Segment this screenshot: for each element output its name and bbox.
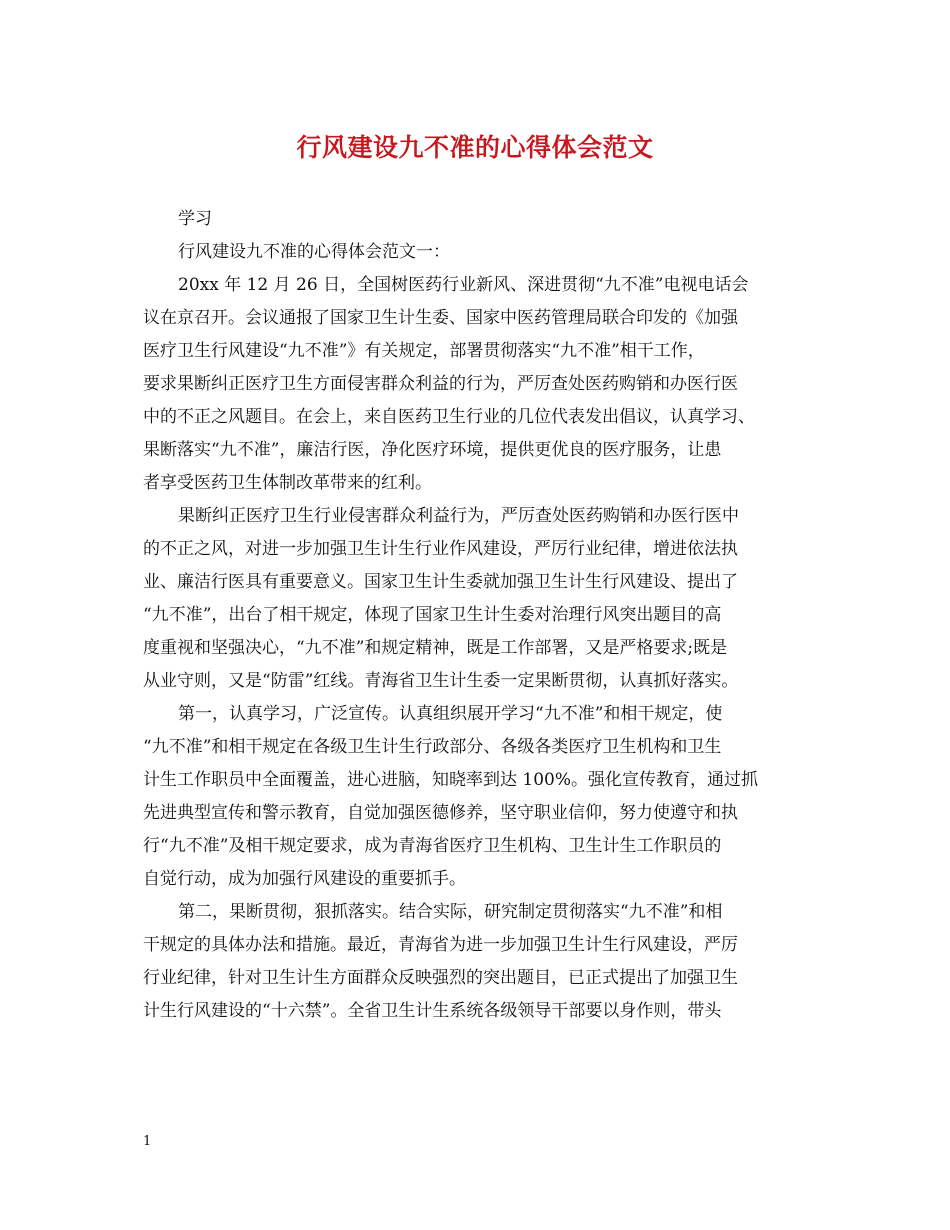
paragraph-line: 议在京召开。会议通报了国家卫生计生委、国家中医药管理局联合印发的《加强 xyxy=(143,308,738,328)
paragraph-3 xyxy=(143,698,811,896)
paragraph-line: 业、廉洁行医具有重要意义。国家卫生计生委就加强卫生计生行风建设、提出了 xyxy=(143,572,738,592)
intro-line: 学习 xyxy=(178,209,212,229)
paragraph-2 xyxy=(143,500,811,698)
paragraph-1 xyxy=(143,269,811,500)
paragraph-line: 果断纠正医疗卫生行业侵害群众利益行为，严厉查处医药购销和办医行医中 xyxy=(178,506,739,526)
intro-line: 行风建设九不准的心得体会范文一： xyxy=(178,242,450,262)
paragraph-line: 果断落实“九不准”，廉洁行医，净化医疗环境，提供更优良的医疗服务，让患 xyxy=(143,440,722,460)
paragraph-line: 从业守则，又是“防雷”红线。青海省卫生计生委一定果断贯彻，认真抓好落实。 xyxy=(143,671,739,691)
paragraph-line: 的不正之风，对进一步加强卫生计生行业作风建设，严厉行业纪律，增进依法执 xyxy=(143,539,738,559)
paragraph-line: 医疗卫生行风建设“九不准”》有关规定，部署贯彻落实“九不准”相干工作， xyxy=(143,341,705,361)
paragraph-line: 计生工作职员中全面覆盖，进心进脑，知晓率到达 100%。强化宣传教育，通过抓 xyxy=(143,770,759,790)
page-number: 1 xyxy=(143,1134,152,1149)
page-title: 行风建设九不准的心得体会范文 xyxy=(296,133,654,162)
paragraph-line: “九不准”，出台了相干规定，体现了国家卫生计生委对治理行风突出题目的高 xyxy=(143,605,722,625)
paragraph-4 xyxy=(143,896,811,1028)
paragraph-line: 先进典型宣传和警示教育，自觉加强医德修养，坚守职业信仰，努力使遵守和执 xyxy=(143,803,738,823)
paragraph-line: 干规定的具体办法和措施。最近，青海省为进一步加强卫生计生行风建设，严厉 xyxy=(143,935,738,955)
paragraph-line: 第二，果断贯彻，狠抓落实。结合实际，研究制定贯彻落实“九不准”和相 xyxy=(178,902,723,922)
paragraph-line: 要求果断纠正医疗卫生方面侵害群众利益的行为，严厉查处医药购销和办医行医 xyxy=(143,374,738,394)
paragraph-line: 自觉行动，成为加强行风建设的重要抓手。 xyxy=(143,869,466,889)
paragraph-line: 者享受医药卫生体制改革带来的红利。 xyxy=(143,473,432,493)
paragraph-line: 中的不正之风题目。在会上，来自医药卫生行业的几位代表发出倡议，认真学习、 xyxy=(143,407,755,427)
paragraph-line: 第一，认真学习，广泛宣传。认真组织展开学习“九不准”和相干规定，使 xyxy=(178,704,723,724)
paragraph-line: 20xx 年 12 月 26 日，全国树医药行业新风、深进贯彻“九不准”电视电话会 xyxy=(178,275,749,295)
paragraph-line: 行“九不准”及相干规定要求，成为青海省医疗卫生机构、卫生计生工作职员的 xyxy=(143,836,722,856)
paragraph-line: 行业纪律，针对卫生计生方面群众反映强烈的突出题目，已正式提出了加强卫生 xyxy=(143,968,738,988)
paragraph-line: “九不准”和相干规定在各级卫生计生行政部分、各级各类医疗卫生机构和卫生 xyxy=(143,737,722,757)
paragraph-line: 度重视和坚强决心，“九不准”和规定精神，既是工作部署，又是严格要求;既是 xyxy=(143,638,728,658)
document-body xyxy=(143,203,811,1028)
paragraph-line: 计生行风建设的“十六禁”。全省卫生计生系统各级领导干部要以身作则，带头 xyxy=(143,1001,722,1021)
